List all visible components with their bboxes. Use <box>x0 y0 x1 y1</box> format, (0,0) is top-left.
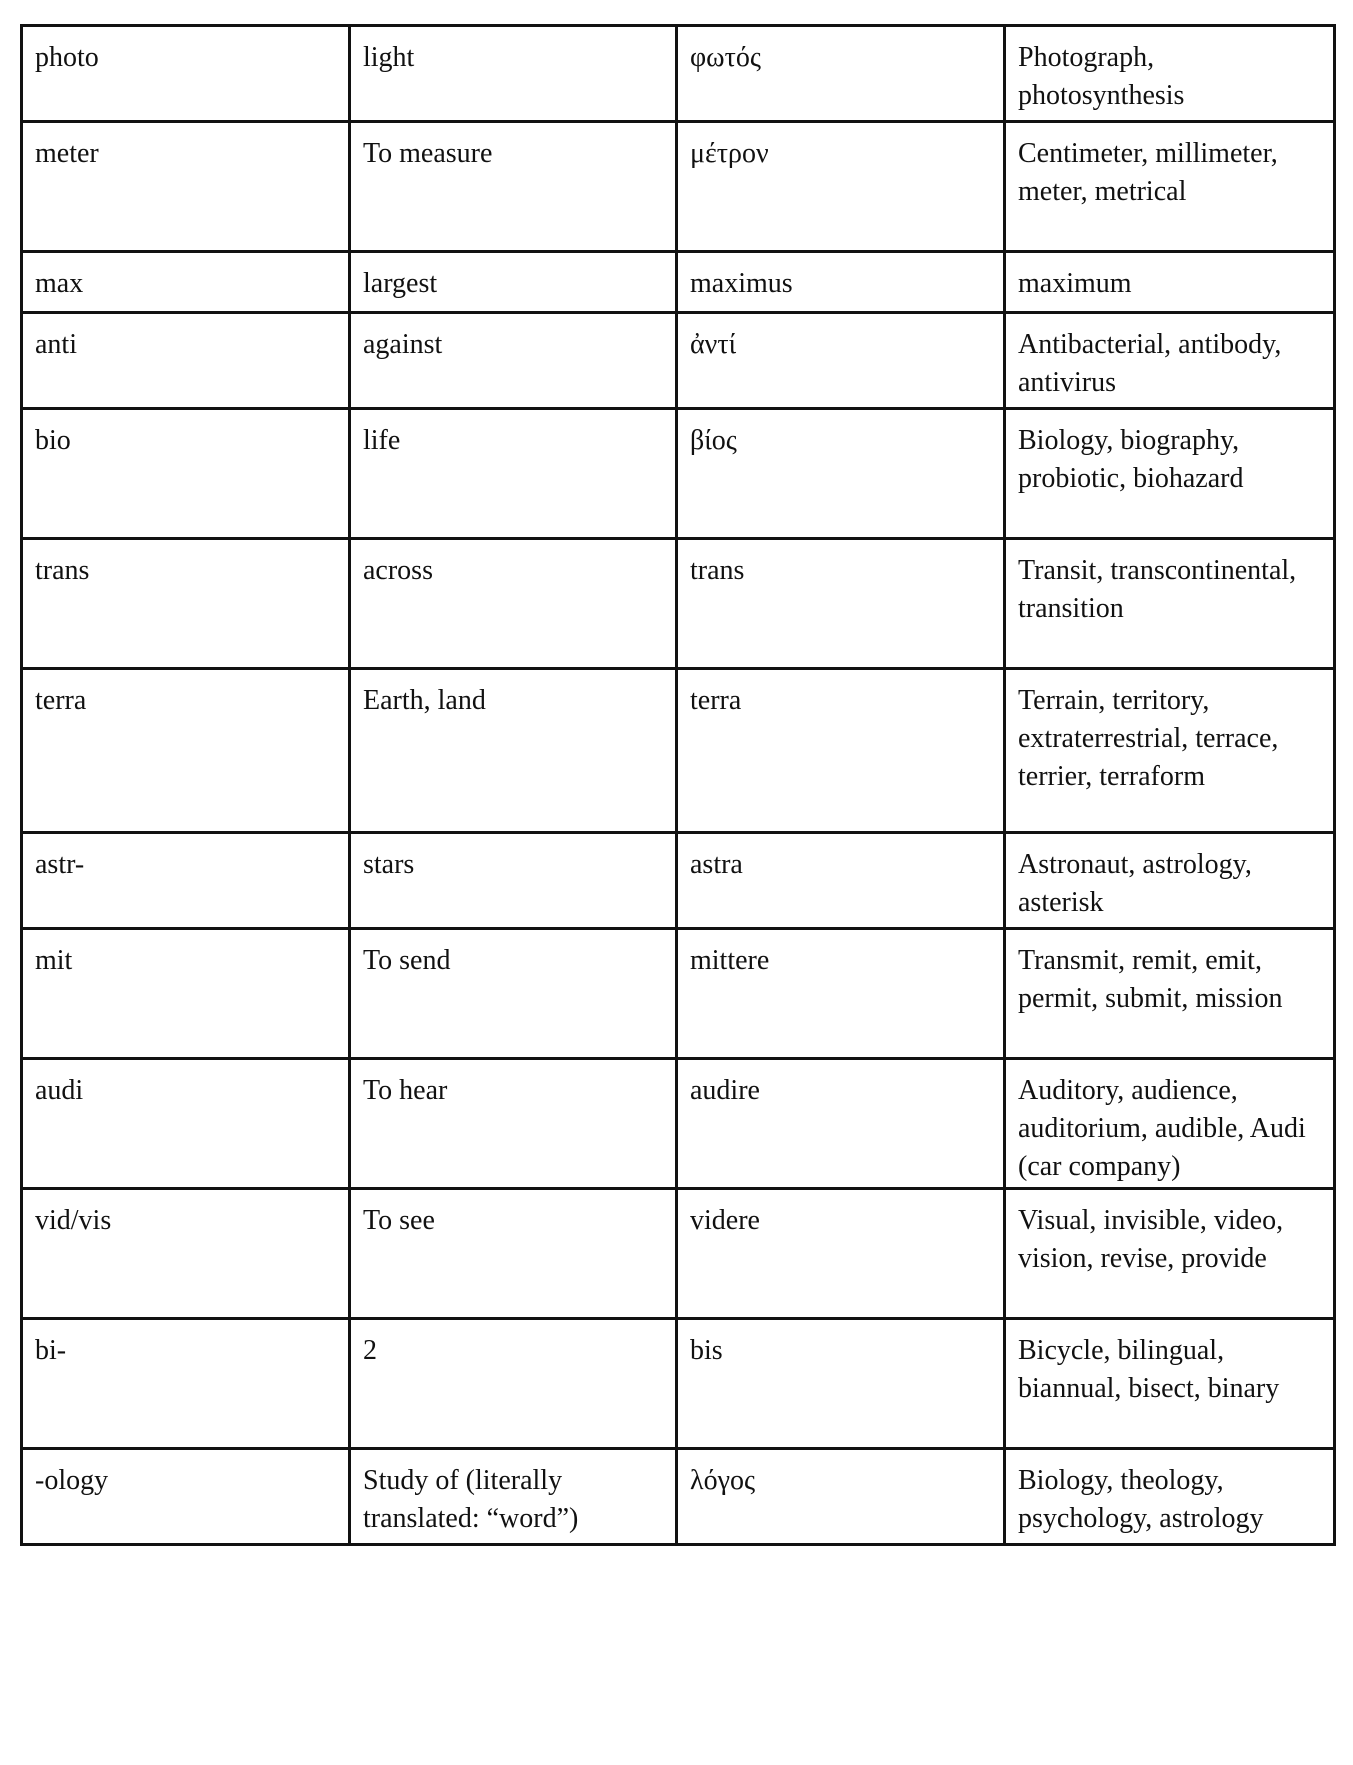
cell-root: photo <box>22 26 350 122</box>
table-row <box>22 1449 1335 1545</box>
table-row <box>22 409 1335 539</box>
cell-meaning: stars <box>350 833 677 929</box>
word-roots-document <box>20 24 1333 1546</box>
cell-root: terra <box>22 669 350 833</box>
cell-origin: λόγος <box>677 1449 1005 1545</box>
cell-root: anti <box>22 313 350 409</box>
table-row <box>22 313 1335 409</box>
cell-examples: Transmit, remit, emit, permit, submit, mission <box>1005 929 1335 1059</box>
cell-root: -ology <box>22 1449 350 1545</box>
cell-origin: trans <box>677 539 1005 669</box>
cell-root: max <box>22 252 350 313</box>
word-roots-table <box>20 24 1336 1546</box>
cell-origin: astra <box>677 833 1005 929</box>
table-row <box>22 833 1335 929</box>
cell-root: bio <box>22 409 350 539</box>
cell-origin: μέτρον <box>677 122 1005 252</box>
cell-examples: Terrain, territory, extraterrestrial, terrace, terrier, terraform <box>1005 669 1335 833</box>
cell-meaning: To measure <box>350 122 677 252</box>
cell-meaning: To hear <box>350 1059 677 1189</box>
cell-origin: φωτός <box>677 26 1005 122</box>
cell-meaning: largest <box>350 252 677 313</box>
cell-origin: maximus <box>677 252 1005 313</box>
cell-origin: bis <box>677 1319 1005 1449</box>
cell-meaning: across <box>350 539 677 669</box>
cell-origin: βίος <box>677 409 1005 539</box>
cell-meaning: Study of (literally translated: “word”) <box>350 1449 677 1545</box>
cell-root: vid/vis <box>22 1189 350 1319</box>
cell-origin: terra <box>677 669 1005 833</box>
cell-examples: Auditory, audience, auditorium, audible, Audi (car company) <box>1005 1059 1335 1189</box>
cell-root: bi- <box>22 1319 350 1449</box>
cell-origin: ἀντί <box>677 313 1005 409</box>
table-row <box>22 122 1335 252</box>
cell-examples: maximum <box>1005 252 1335 313</box>
cell-meaning: life <box>350 409 677 539</box>
table-row <box>22 929 1335 1059</box>
cell-examples: Visual, invisible, video, vision, revise, provide <box>1005 1189 1335 1319</box>
table-row <box>22 1059 1335 1189</box>
cell-origin: videre <box>677 1189 1005 1319</box>
cell-origin: audire <box>677 1059 1005 1189</box>
cell-origin: mittere <box>677 929 1005 1059</box>
cell-meaning: 2 <box>350 1319 677 1449</box>
cell-meaning: To see <box>350 1189 677 1319</box>
table-row <box>22 669 1335 833</box>
cell-meaning: light <box>350 26 677 122</box>
cell-examples: Bicycle, bilingual, biannual, bisect, binary <box>1005 1319 1335 1449</box>
table-body <box>22 26 1335 1545</box>
cell-examples: Biology, biography, probiotic, biohazard <box>1005 409 1335 539</box>
cell-examples: Centimeter, millimeter, meter, metrical <box>1005 122 1335 252</box>
table-row <box>22 26 1335 122</box>
table-row <box>22 539 1335 669</box>
cell-examples: Biology, theology, psychology, astrology <box>1005 1449 1335 1545</box>
cell-root: audi <box>22 1059 350 1189</box>
table-row <box>22 1189 1335 1319</box>
table-row <box>22 252 1335 313</box>
cell-examples: Transit, transcontinental, transition <box>1005 539 1335 669</box>
table-row <box>22 1319 1335 1449</box>
cell-root: mit <box>22 929 350 1059</box>
cell-examples: Antibacterial, antibody, antivirus <box>1005 313 1335 409</box>
cell-root: meter <box>22 122 350 252</box>
cell-meaning: To send <box>350 929 677 1059</box>
cell-examples: Photograph, photosynthesis <box>1005 26 1335 122</box>
cell-examples: Astronaut, astrology, asterisk <box>1005 833 1335 929</box>
cell-root: trans <box>22 539 350 669</box>
cell-meaning: Earth, land <box>350 669 677 833</box>
cell-root: astr- <box>22 833 350 929</box>
cell-meaning: against <box>350 313 677 409</box>
